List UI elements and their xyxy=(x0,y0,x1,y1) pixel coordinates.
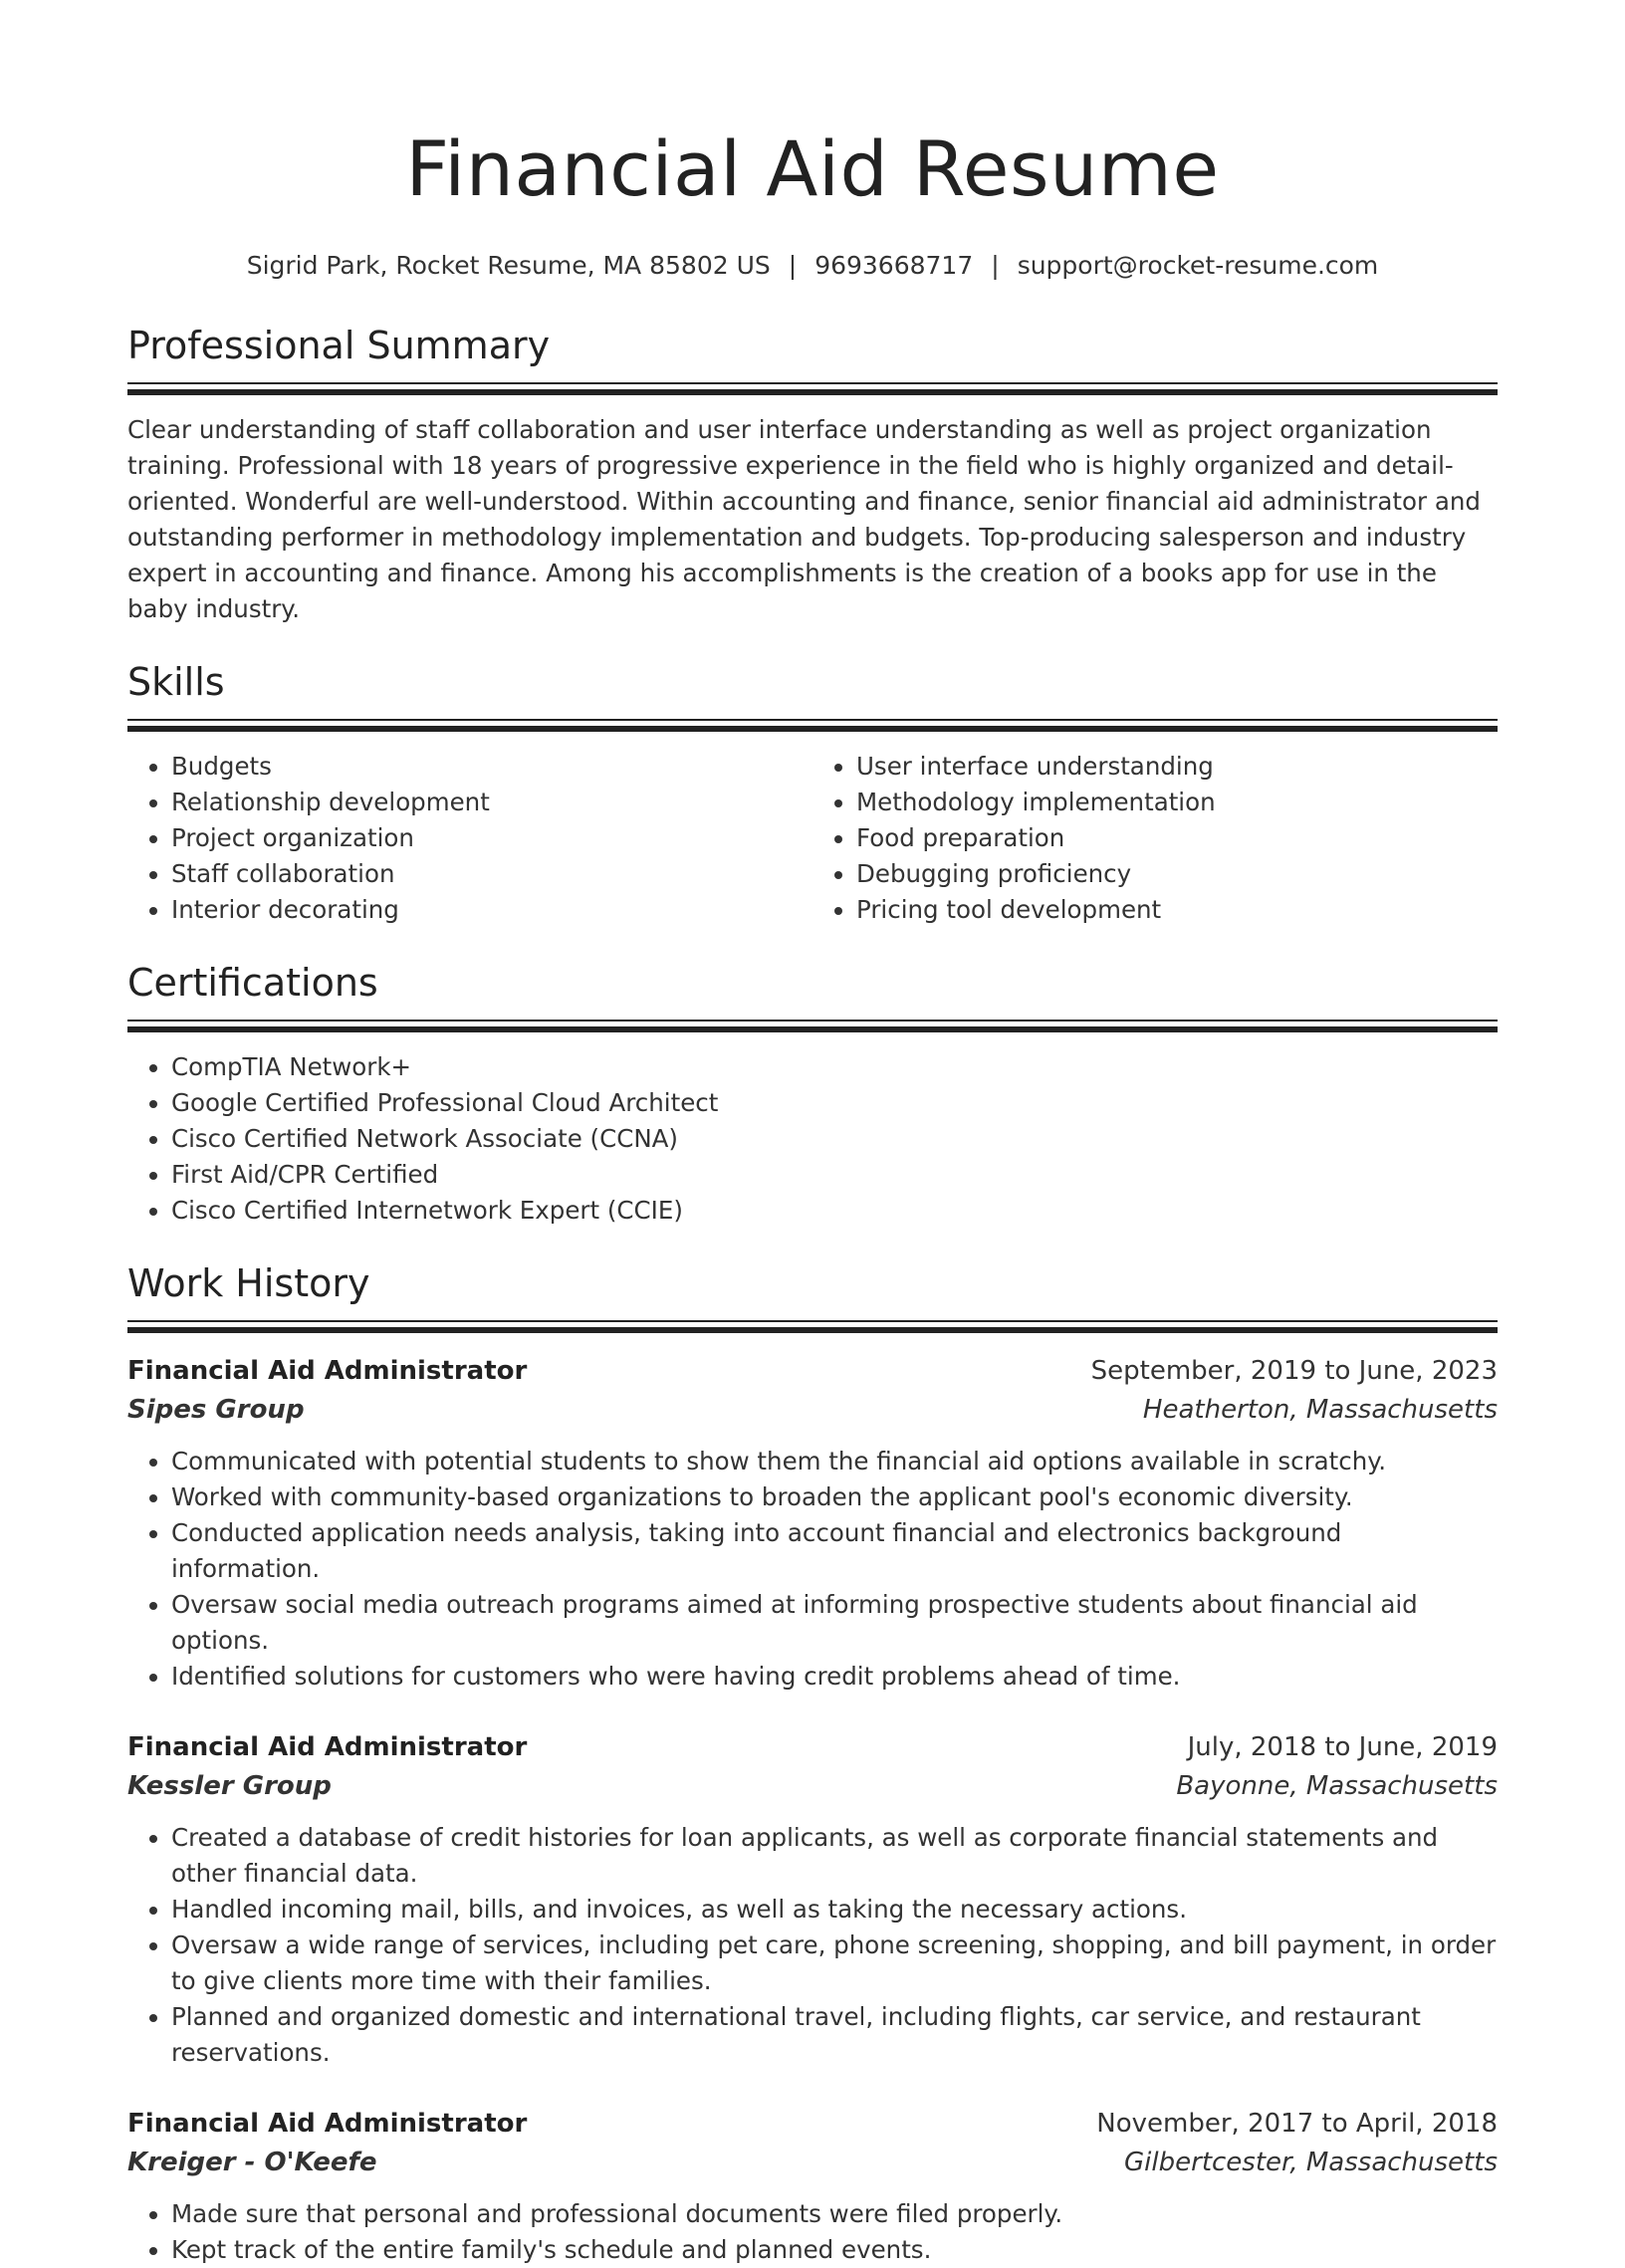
skill-item: • User interface understanding xyxy=(856,749,1498,785)
job-entry xyxy=(127,1728,1498,2071)
skill-item: • Debugging proficiency xyxy=(856,856,1498,892)
contact-phone: 9693668717 xyxy=(814,251,974,280)
certification-item: • CompTIA Network+ xyxy=(171,1049,1498,1085)
contact-separator: | xyxy=(788,251,798,280)
work-history-heading: Work History xyxy=(127,1261,370,1305)
job-bullets xyxy=(127,1444,1498,1695)
job-title: Financial Aid Administrator xyxy=(127,1356,528,1386)
job-entry xyxy=(127,1352,1498,1695)
contact-line xyxy=(127,249,1498,283)
certification-item: • Google Certified Professional Cloud Architect xyxy=(171,1085,1498,1121)
job-header xyxy=(127,1728,1498,1767)
skill-item: • Staff collaboration xyxy=(171,856,812,892)
skill-item: • Food preparation xyxy=(856,820,1498,856)
job-dates: November, 2017 to April, 2018 xyxy=(1096,2109,1498,2139)
job-bullet: • Oversaw a wide range of services, including pet care, phone screening, shopping, and bill payment, in order to give clients more time with their families. xyxy=(171,1928,1498,1999)
skill-item: • Pricing tool development xyxy=(856,892,1498,928)
certification-item: • Cisco Certified Internetwork Expert (CCIE) xyxy=(171,1193,1498,1229)
job-bullets xyxy=(127,2196,1498,2268)
contact-email: support@rocket-resume.com xyxy=(1017,251,1379,280)
job-bullets xyxy=(127,1820,1498,2071)
job-header xyxy=(127,2105,1498,2144)
summary-heading: Professional Summary xyxy=(127,324,551,367)
job-bullet: • Made sure that personal and professional documents were filed properly. xyxy=(171,2196,1498,2232)
summary-section xyxy=(127,321,1498,627)
certification-item: • First Aid/CPR Certified xyxy=(171,1157,1498,1193)
work-history-section xyxy=(127,1258,1498,2268)
job-header xyxy=(127,1352,1498,1391)
job-bullet: • Oversaw social media outreach programs aimed at informing prospective students about financial aid options. xyxy=(171,1587,1498,1659)
job-bullet: • Planned and organized domestic and international travel, including flights, car service, and restaurant reservations. xyxy=(171,1999,1498,2071)
job-bullet: • Identified solutions for customers who were having credit problems ahead of time. xyxy=(171,1659,1498,1695)
certification-item: • Cisco Certified Network Associate (CCNA) xyxy=(171,1121,1498,1157)
contact-address: Sigrid Park, Rocket Resume, MA 85802 US xyxy=(246,251,771,280)
job-subheader xyxy=(127,2144,1498,2182)
summary-text: Clear understanding of staff collaboration and user interface understanding as well as project organization training. Professional with 18 years of progressive experience in the field who is highly organized and detail-oriented. Wonderful are well-understood. Within accounting and finance, senior financial aid administrator and outstanding performer in methodology implementation and budgets. Top-producing salesperson and industry expert in accounting and finance. Among his accomplishments is the creation of a books app for use in the baby industry. xyxy=(127,415,1481,623)
job-bullet: • Worked with community-based organizations to broaden the applicant pool's economic diversity. xyxy=(171,1479,1498,1515)
job-location: Heatherton, Massachusetts xyxy=(1142,1395,1498,1425)
skills-list-left xyxy=(127,749,812,928)
skill-item: • Project organization xyxy=(171,820,812,856)
skills-list-right xyxy=(812,749,1498,928)
job-location: Bayonne, Massachusetts xyxy=(1176,1771,1498,1801)
skills-grid xyxy=(127,749,1498,928)
section-divider xyxy=(127,1020,1498,1033)
job-subheader xyxy=(127,1767,1498,1806)
skill-item: • Relationship development xyxy=(171,785,812,820)
job-bullet: • Created a database of credit histories for loan applicants, as well as corporate financial statements and other financial data. xyxy=(171,1820,1498,1892)
skill-item: • Budgets xyxy=(171,749,812,785)
skill-item: • Interior decorating xyxy=(171,892,812,928)
certifications-section xyxy=(127,958,1498,1229)
job-company: Kreiger - O'Keefe xyxy=(127,2148,377,2177)
job-title: Financial Aid Administrator xyxy=(127,1732,528,1762)
resume-title: Financial Aid Resume xyxy=(405,124,1220,213)
job-subheader xyxy=(127,1391,1498,1430)
certifications-list xyxy=(127,1049,1498,1229)
job-bullet: • Handled incoming mail, bills, and invoices, as well as taking the necessary actions. xyxy=(171,1892,1498,1928)
job-entry xyxy=(127,2105,1498,2268)
job-bullet: • Communicated with potential students to show them the financial aid options available in scratchy. xyxy=(171,1444,1498,1479)
job-bullet: • Conducted application needs analysis, taking into account financial and electronics background information. xyxy=(171,1515,1498,1587)
section-divider xyxy=(127,719,1498,733)
section-divider xyxy=(127,382,1498,396)
job-company: Sipes Group xyxy=(127,1395,305,1425)
certifications-heading: Certifications xyxy=(127,961,378,1005)
job-bullet: • Kept track of the entire family's schedule and planned events. xyxy=(171,2232,1498,2268)
skill-item: • Methodology implementation xyxy=(856,785,1498,820)
skills-heading: Skills xyxy=(127,660,225,704)
job-location: Gilbertcester, Massachusetts xyxy=(1124,2148,1498,2177)
job-dates: July, 2018 to June, 2019 xyxy=(1187,1732,1498,1762)
job-title: Financial Aid Administrator xyxy=(127,2109,528,2139)
section-divider xyxy=(127,1320,1498,1334)
job-dates: September, 2019 to June, 2023 xyxy=(1090,1356,1498,1386)
job-company: Kessler Group xyxy=(127,1771,332,1801)
skills-section xyxy=(127,657,1498,928)
contact-separator: | xyxy=(991,251,1000,280)
